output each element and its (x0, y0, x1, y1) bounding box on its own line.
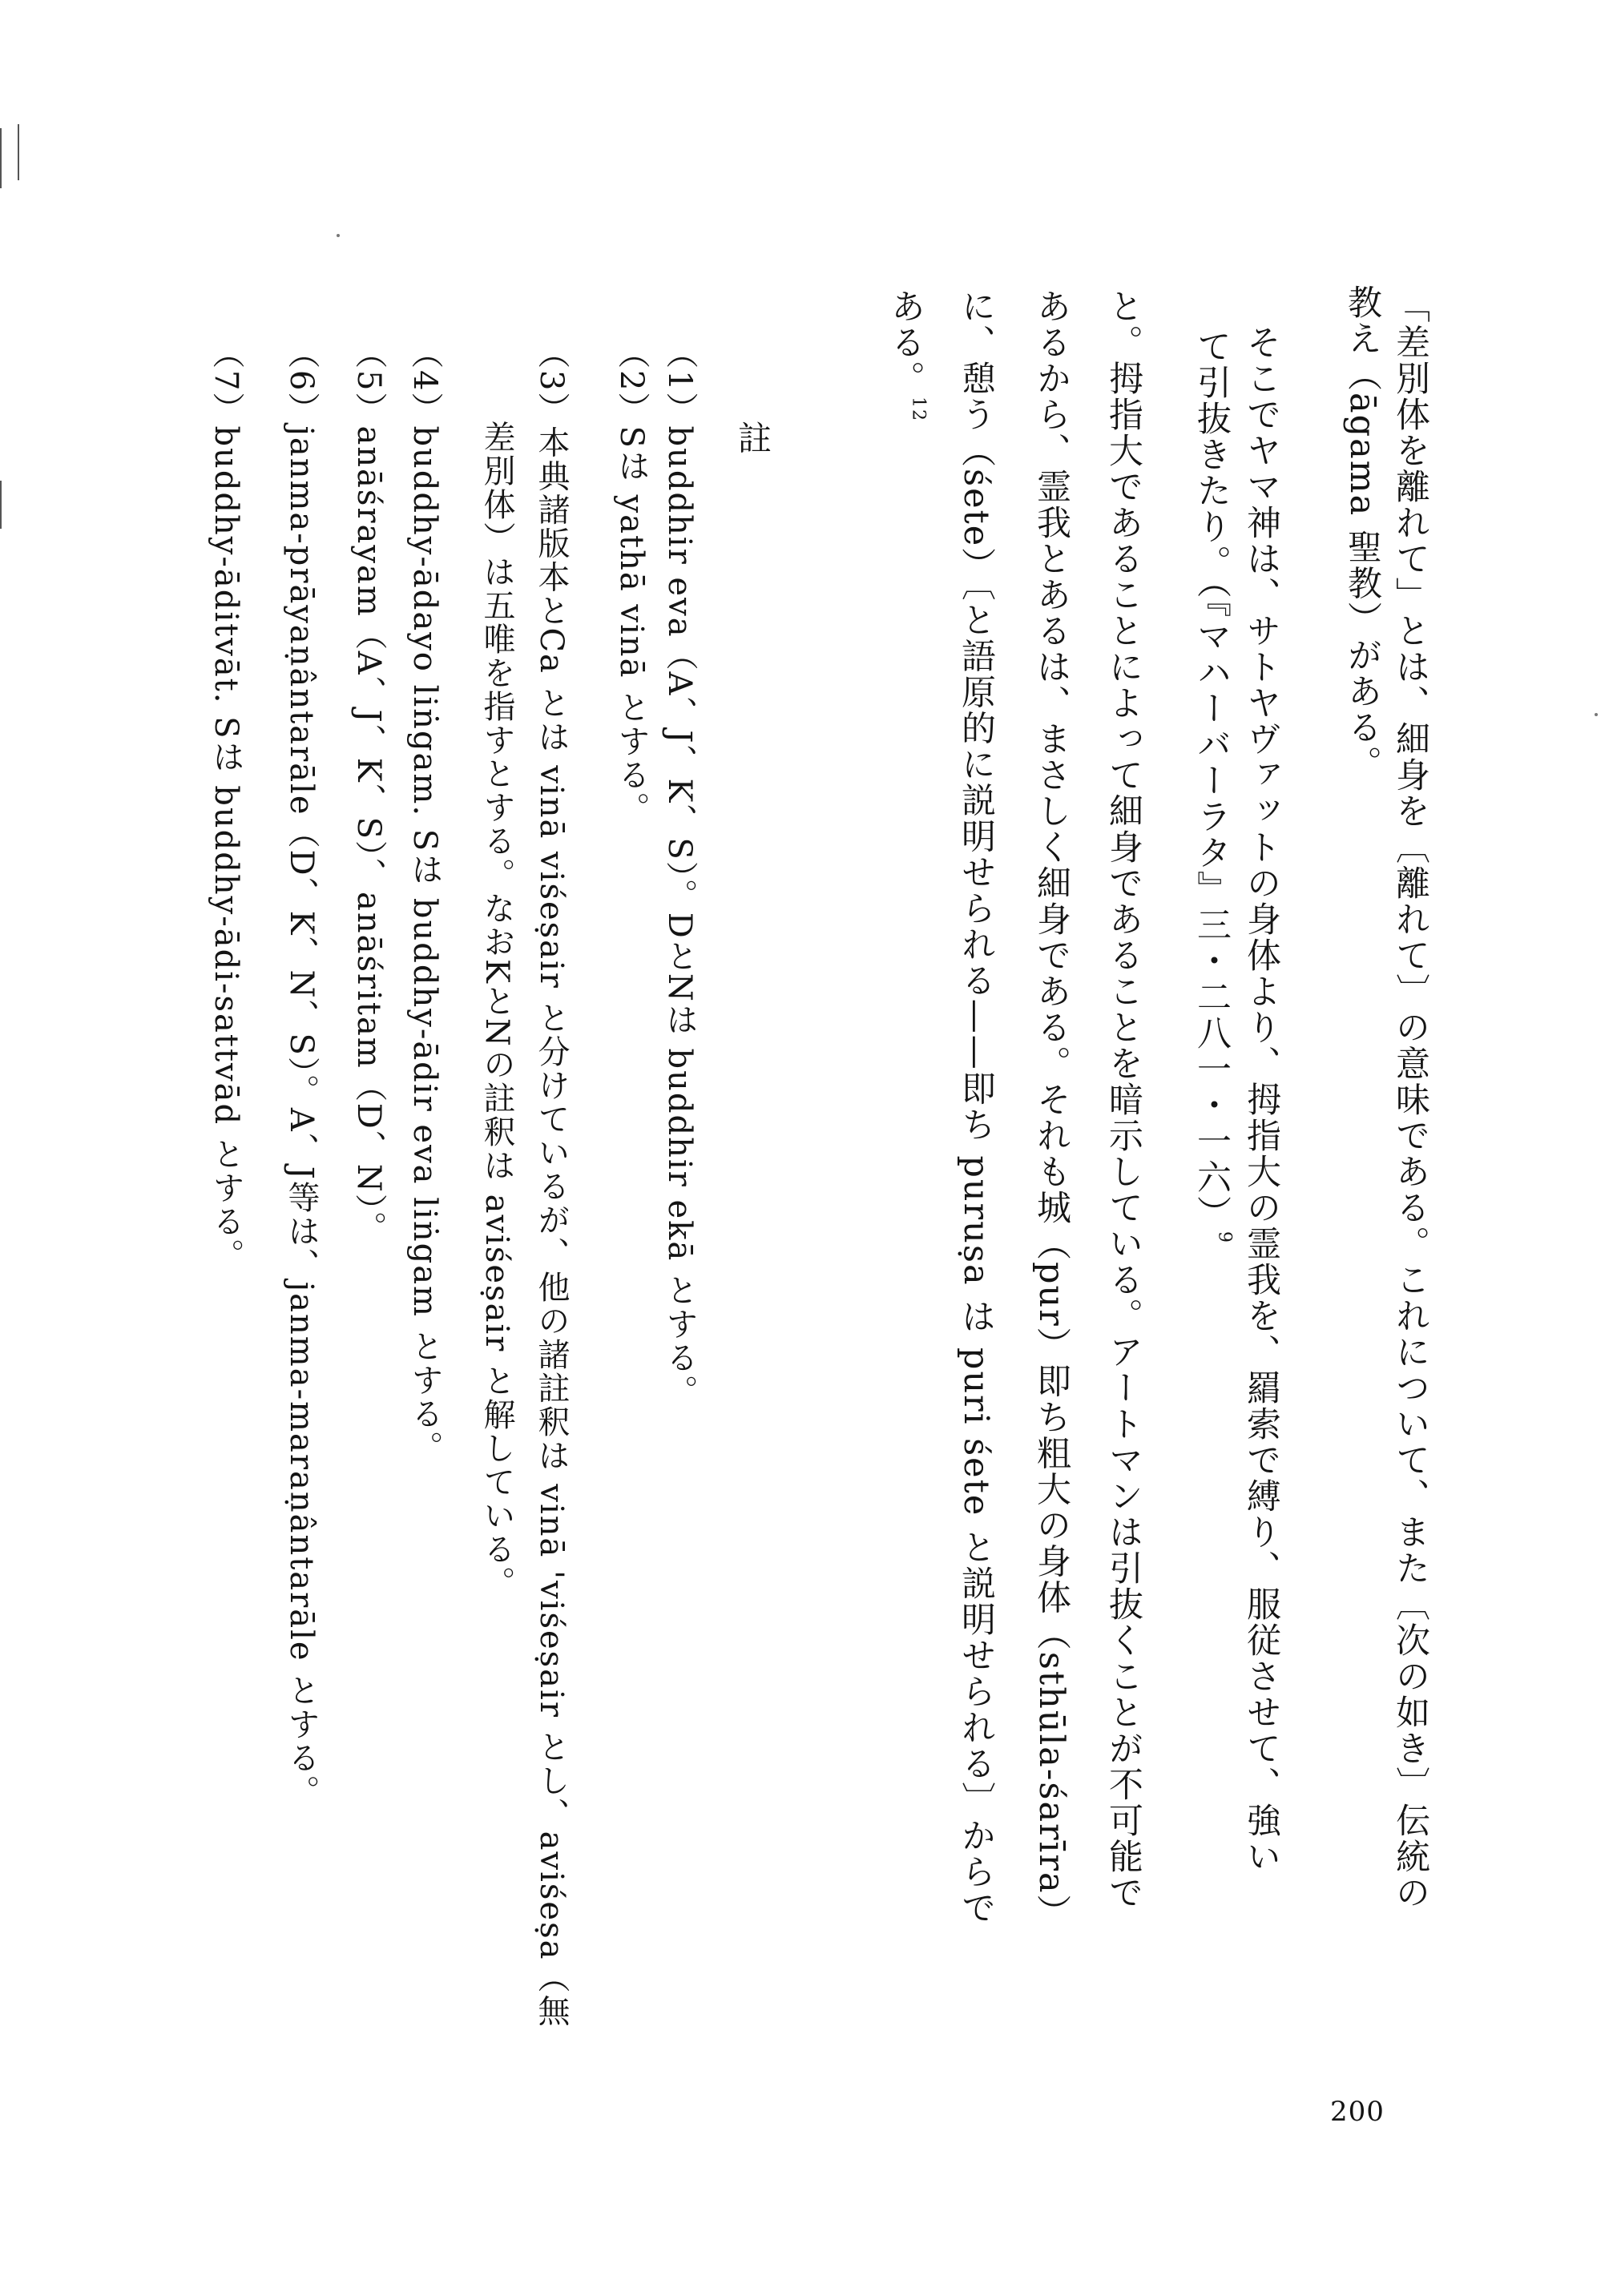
note-6: （6）janma-prāyaṇântarāle（D、K、N、S）。A、J等は、janma-maraṇântarāle とする。 (283, 336, 320, 1809)
scan-dust (1595, 713, 1598, 716)
body-line-3 (1241, 324, 1281, 1875)
scan-dust (337, 234, 340, 237)
body-line-3-text: そこでヤマ神は、サトヤヴァットの身体より、拇指大の霊我を、羂索で縛り、服従させて、強い (1241, 324, 1281, 1875)
body-line-5-text: と。拇指大であることによって細身であることを暗示している。アートマンは引抜くことが不可能で (1103, 288, 1143, 1911)
body-line-6: あるから、霊我とあるは、まさしく細身である。それも城（pur）即ち粗大の身体（sthūla-śarīra） (1031, 288, 1071, 1931)
scan-edge-mark (0, 481, 2, 529)
notes-heading: 註 (733, 421, 772, 456)
body-line-2: 教え（āgama 聖教）がある。 (1342, 284, 1382, 782)
note-2: （2）Sは yathā vinā とする。 (613, 336, 650, 826)
scan-edge-mark (18, 124, 19, 180)
note-3: （3）本典諸版本とCa とは vinā viśeṣair と分けているが、他の諸註釈は vinā 'viśeṣair とし、aviśeṣa（無 (533, 336, 570, 2028)
note-1: （1）buddhir eva（A、J、K、S）。DとNは buddhir ekā とする。 (661, 336, 698, 1408)
footnote-ref-12: 12 (908, 397, 929, 422)
footnote-ref-9: 9 (1214, 1231, 1235, 1244)
note-3-cont: 差別体）は五唯を指すとする。なおKとNの註釈は aviśeṣair と解している。 (478, 421, 515, 1601)
body-line-1: 「差別体を離れて」とは、細身を〔離れて〕の意味である。これについて、また〔次の如き〕伝統の (1390, 288, 1430, 1911)
page-number: 200 (1330, 2096, 1385, 2128)
body-line-8 (885, 288, 929, 422)
note-5: （5）anāśrayam（A、J、K、S）、anāśritam（D、N）。 (350, 336, 387, 1245)
body-line-4 (1192, 328, 1235, 1244)
body-line-5 (1103, 288, 1143, 1911)
body-line-8-text: ある。 (885, 288, 925, 397)
body-line-7: に、憩う（śete）〔と語原的に説明せられる——即ち puruṣa は puri śete と説明せられる〕からで (956, 288, 996, 1927)
body-line-4-text: て引抜きたり。（『マハーバーラタ』三・二八一・一六） (1192, 328, 1232, 1231)
note-4: （4）buddhy-ādayo liṅgam. Sは buddhy-ādir eva liṅgam とする。 (406, 336, 443, 1464)
scan-edge-mark (0, 128, 2, 188)
note-7: （7）buddhy-āditvāt. Sは buddhy-ādi-sattvād とする。 (208, 336, 244, 1272)
